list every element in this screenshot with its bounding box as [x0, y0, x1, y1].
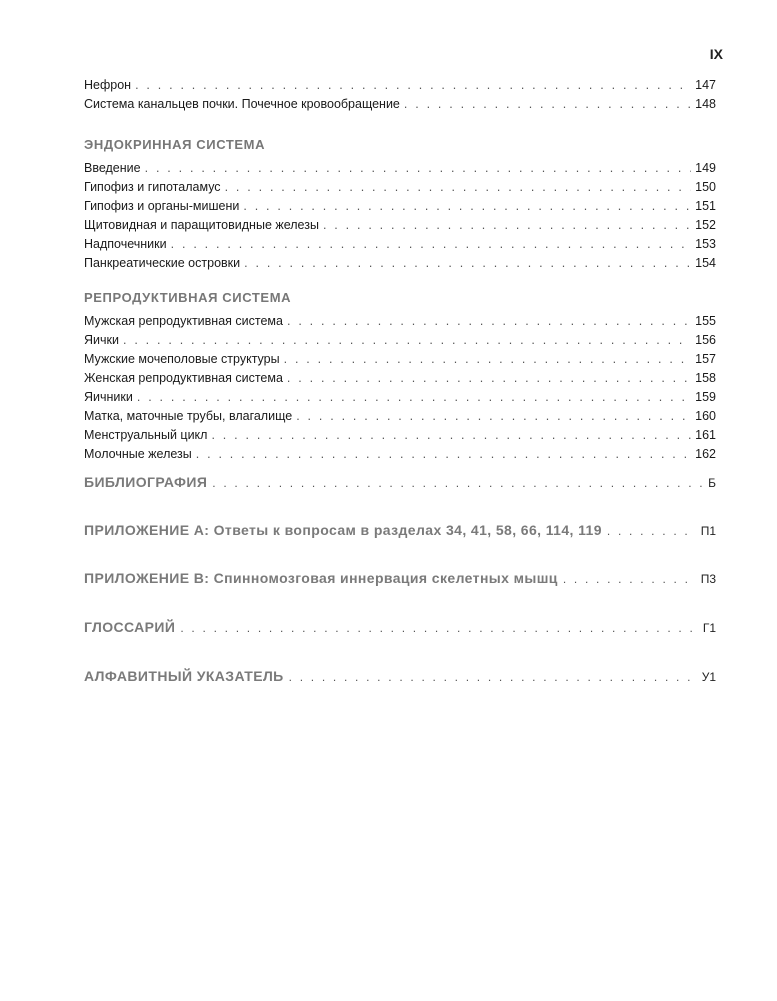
toc-entry[interactable]: [84, 407, 716, 426]
leader-dots: [180, 616, 697, 640]
toc-entry-title: Матка, маточные трубы, влагалище: [84, 409, 293, 423]
toc-entry[interactable]: [84, 350, 716, 369]
toc-entry-title: ГЛОССАРИЙ: [84, 619, 176, 635]
section-heading: ЭНДОКРИННАЯ СИСТЕМА: [84, 137, 266, 152]
toc-entry-title: Гипофиз и органы-мишени: [84, 199, 240, 213]
page-number: IX: [709, 46, 723, 62]
toc-entry-title: Панкреатические островки: [84, 256, 241, 270]
toc-entry[interactable]: [84, 216, 716, 235]
toc-entry[interactable]: [84, 178, 716, 197]
toc-entry[interactable]: [84, 426, 716, 445]
toc-major-bibliography[interactable]: [84, 470, 716, 494]
toc-entry-page: 161: [695, 428, 716, 442]
leader-dots: [563, 567, 696, 591]
toc-entry-page: 150: [695, 180, 716, 194]
toc-entry-nephron[interactable]: [84, 76, 716, 95]
toc-entry-page: У1: [701, 670, 716, 684]
leader-dots: [287, 369, 691, 388]
toc-entry-page: 147: [695, 78, 716, 92]
toc-entry-page: 152: [695, 218, 716, 232]
toc-entry[interactable]: [84, 235, 716, 254]
leader-dots: [296, 407, 691, 426]
section-heading: РЕПРОДУКТИВНАЯ СИСТЕМА: [84, 290, 292, 305]
toc-entry-page: 155: [695, 314, 716, 328]
leader-dots: [212, 471, 703, 495]
toc-entry-title: Молочные железы: [84, 447, 192, 461]
toc-entry-title: Женская репродуктивная система: [84, 371, 283, 385]
leader-dots: [225, 178, 692, 197]
toc-entry-page: П3: [700, 572, 716, 586]
leader-dots: [243, 197, 691, 216]
toc-entry-page: Б: [708, 476, 716, 490]
toc-entry-title: Менструальный цикл: [84, 428, 208, 442]
toc-entry-page: 153: [695, 237, 716, 251]
toc-entry-page: 154: [695, 256, 716, 270]
toc-entry-title: Яички: [84, 333, 119, 347]
toc-entry-title: Нефрон: [84, 78, 132, 92]
toc-entry-page: 158: [695, 371, 716, 385]
toc-entry[interactable]: [84, 445, 716, 464]
section-reproductive: [84, 287, 716, 464]
leader-dots: [171, 235, 692, 254]
toc-major-appendix-a[interactable]: [84, 518, 716, 542]
toc-entry-page: П1: [700, 524, 716, 538]
toc-top-group: [84, 76, 716, 114]
toc-entry-page: 148: [695, 97, 716, 111]
leader-dots: [287, 312, 691, 331]
leader-dots: [323, 216, 691, 235]
toc-major-glossary[interactable]: [84, 615, 716, 639]
toc-entry-title: Яичники: [84, 390, 133, 404]
leader-dots: [289, 665, 697, 689]
leader-dots: [145, 159, 692, 178]
leader-dots: [137, 388, 691, 407]
toc-entry-title: ПРИЛОЖЕНИЕ В: Спинномозговая иннервация скелетных мышц: [84, 570, 558, 586]
leader-dots: [135, 76, 691, 95]
toc-entry-title: Система канальцев почки. Почечное кровообращение: [84, 97, 400, 111]
leader-dots: [404, 95, 691, 114]
toc-entry[interactable]: [84, 197, 716, 216]
leader-dots: [123, 331, 691, 350]
toc-entry-title: БИБЛИОГРАФИЯ: [84, 474, 208, 490]
toc-entry-title: Надпочечники: [84, 237, 167, 251]
section-endocrine: [84, 134, 716, 273]
toc-entry-page: 162: [695, 447, 716, 461]
toc-entry-title: Мужские мочеполовые структуры: [84, 352, 280, 366]
toc-entry[interactable]: [84, 388, 716, 407]
leader-dots: [284, 350, 692, 369]
leader-dots: [244, 254, 691, 273]
toc-entry-title: Мужская репродуктивная система: [84, 314, 283, 328]
leader-dots: [607, 519, 696, 543]
toc-entry-title: АЛФАВИТНЫЙ УКАЗАТЕЛЬ: [84, 668, 284, 684]
leader-dots: [196, 445, 691, 464]
toc-entry-page: 160: [695, 409, 716, 423]
toc-major-index[interactable]: [84, 664, 716, 688]
toc-entry[interactable]: [84, 254, 716, 273]
toc-entry-page: 156: [695, 333, 716, 347]
toc-entry-page: 159: [695, 390, 716, 404]
toc-entry[interactable]: [84, 369, 716, 388]
toc-entry-title: Введение: [84, 161, 141, 175]
toc-entry-page: 157: [695, 352, 716, 366]
toc-entry-page: 151: [695, 199, 716, 213]
toc-entry-page: 149: [695, 161, 716, 175]
toc-entry[interactable]: [84, 331, 716, 350]
toc-entry-tubules[interactable]: [84, 95, 716, 114]
toc-entry-title: ПРИЛОЖЕНИЕ А: Ответы к вопросам в разделах 34, 41, 58, 66, 114, 119: [84, 522, 602, 538]
leader-dots: [211, 426, 691, 445]
toc-entry-title: Гипофиз и гипоталамус: [84, 180, 221, 194]
toc-entry[interactable]: [84, 312, 716, 331]
toc-entry-page: Г1: [702, 621, 716, 635]
toc-entry-title: Щитовидная и паращитовидные железы: [84, 218, 319, 232]
toc-entry[interactable]: [84, 159, 716, 178]
toc-major-appendix-b[interactable]: [84, 566, 716, 590]
